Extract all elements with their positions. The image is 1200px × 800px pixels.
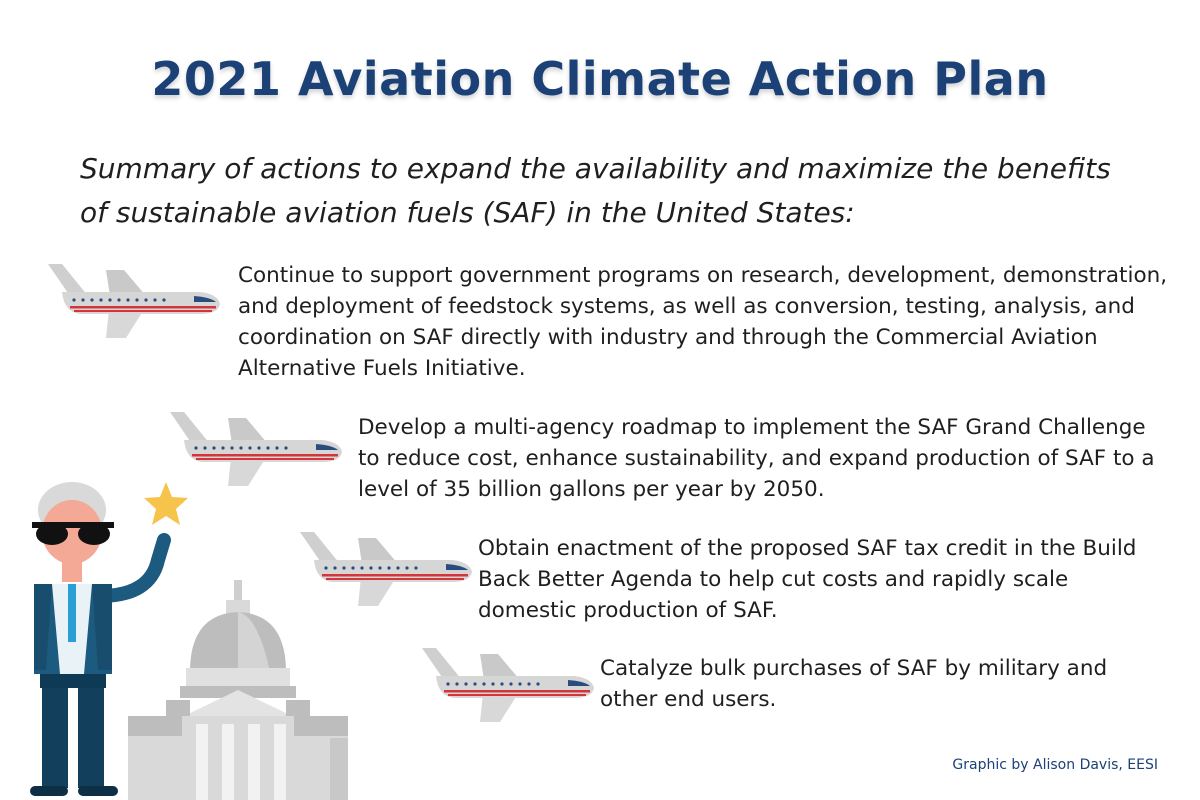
star-icon [144, 482, 188, 525]
action-item-2: Develop a multi-agency roadmap to implement the SAF Grand Challenge to reduce cost, enhance sustainability, and expand production of SAF to a level of 35 billion gallons per year by 2050. [358, 415, 1155, 502]
credit-text: Graphic by Alison Davis, EESI [952, 757, 1158, 773]
subtitle: Summary of actions to expand the availability and maximize the benefits of sustainable aviation fuels (SAF) in the United States: [80, 152, 1111, 229]
page-title: 2021 Aviation Climate Action Plan [151, 52, 1049, 106]
action-item-4: Catalyze bulk purchases of SAF by military and other end users. [600, 656, 1108, 712]
illustration [0, 470, 380, 800]
airplane-icon [40, 256, 222, 342]
capitol-building-icon [128, 580, 348, 800]
airplane-icon [414, 640, 596, 726]
action-item-1: Continue to support government programs on research, development, demonstration, and deployment of feedstock systems, as well as conversion, testing, analysis, and coordination on SAF directly with industry and through the Commercial Aviation Alternative Fuels Initiative. [238, 263, 1168, 381]
action-item-3: Obtain enactment of the proposed SAF tax credit in the Build Back Better Agenda to help cut costs and rapidly scale domestic production of SAF. [478, 536, 1137, 623]
